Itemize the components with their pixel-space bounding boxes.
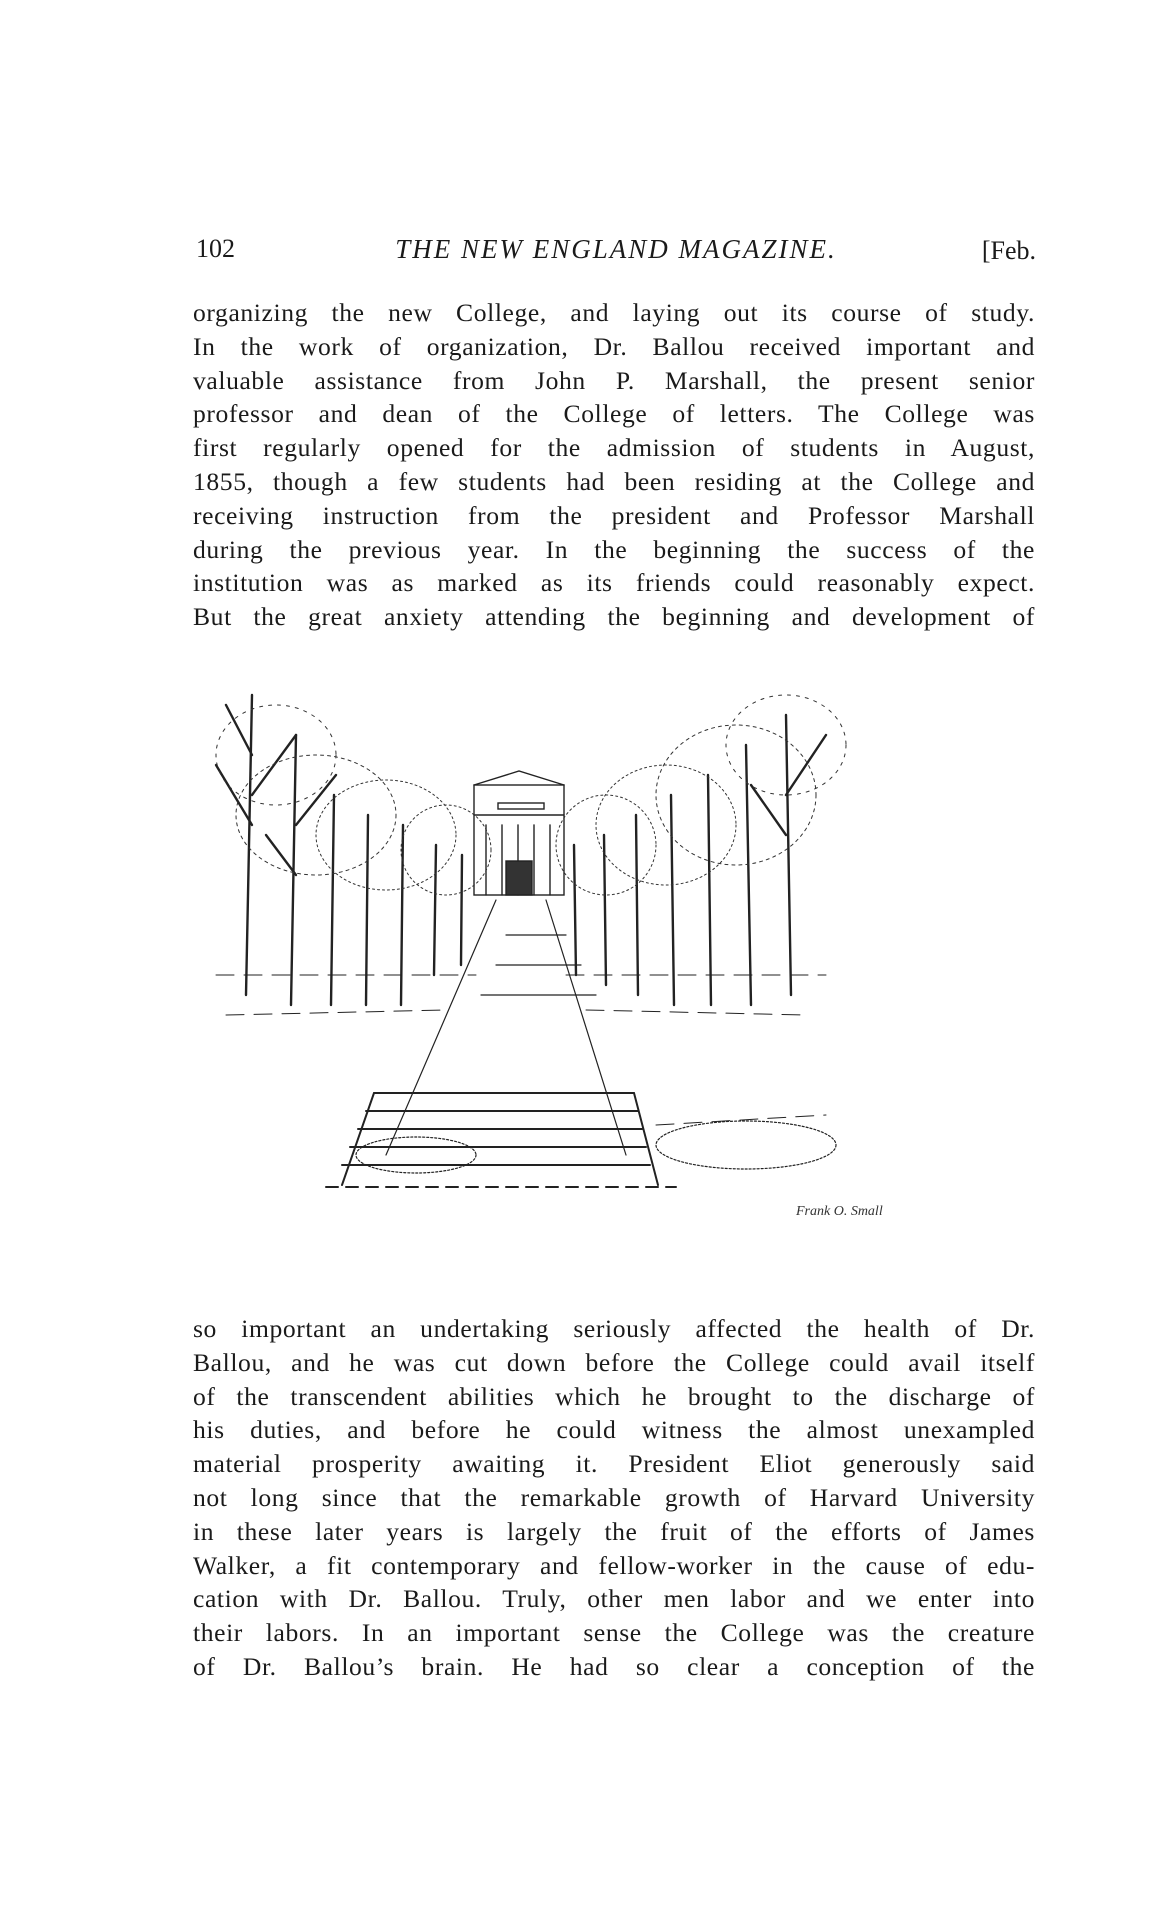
issue-month: [Feb. [981, 236, 1036, 265]
college-walk-illustration [206, 675, 1006, 1255]
right-foliage [556, 695, 846, 895]
text-line: during the previous year. In the beginning the success of the [193, 534, 1035, 564]
engraving-image [206, 675, 1006, 1255]
body-paragraph-1 [193, 296, 1035, 634]
text-line: In the work of organization, Dr. Ballou received important and [193, 331, 1035, 361]
page-number: 102 [196, 234, 235, 263]
text-line: Ballou, and he was cut down before the College could avail itself [193, 1347, 1035, 1377]
text-line: his duties, and before he could witness the almost unexampled [193, 1415, 1035, 1445]
body-paragraph-2 [193, 1312, 1035, 1684]
text-line: not long since that the remarkable growth of Harvard University [193, 1482, 1035, 1512]
text-line: institution was as marked as its friends could reasonably expect. [193, 568, 1035, 598]
text-line: of Dr. Ballou’s brain. He had so clear a conception of the [193, 1651, 1035, 1681]
text-line: of the transcendent abilities which he brought to the discharge of [193, 1381, 1035, 1411]
page-header [196, 234, 1036, 274]
artist-signature: Frank O. Small [796, 1204, 883, 1219]
text-line: first regularly opened for the admission of students in August, [193, 433, 1035, 463]
walkway [386, 900, 626, 1155]
stone-steps [326, 1093, 676, 1187]
text-line: professor and dean of the College of letters. The College was [193, 399, 1035, 429]
left-foliage [216, 705, 491, 895]
left-trees [216, 695, 462, 1005]
text-line: Walker, a fit contemporary and fellow-worker in the cause of edu- [193, 1550, 1035, 1580]
text-line: receiving instruction from the president and Professor Marshall [193, 500, 1035, 530]
lawn [216, 975, 826, 1125]
text-line: But the great anxiety attending the beginning and development of [193, 602, 1035, 632]
text-line: valuable assistance from John P. Marshall, the present senior [193, 365, 1035, 395]
text-line: in these later years is largely the fruit of the efforts of James [193, 1516, 1035, 1546]
running-title: THE NEW ENGLAND MAGAZINE. [395, 234, 837, 264]
text-line: cation with Dr. Ballou. Truly, other men labor and we enter into [193, 1584, 1035, 1614]
text-line: their labors. In an important sense the College was the creature [193, 1618, 1035, 1648]
right-trees [574, 715, 826, 1005]
text-line: organizing the new College, and laying out its course of study. [193, 298, 1035, 327]
text-line: material prosperity awaiting it. President Eliot generously said [193, 1449, 1035, 1479]
text-line: so important an undertaking seriously affected the health of Dr. [193, 1314, 1035, 1343]
text-line: 1855, though a few students had been residing at the College and [193, 466, 1035, 496]
